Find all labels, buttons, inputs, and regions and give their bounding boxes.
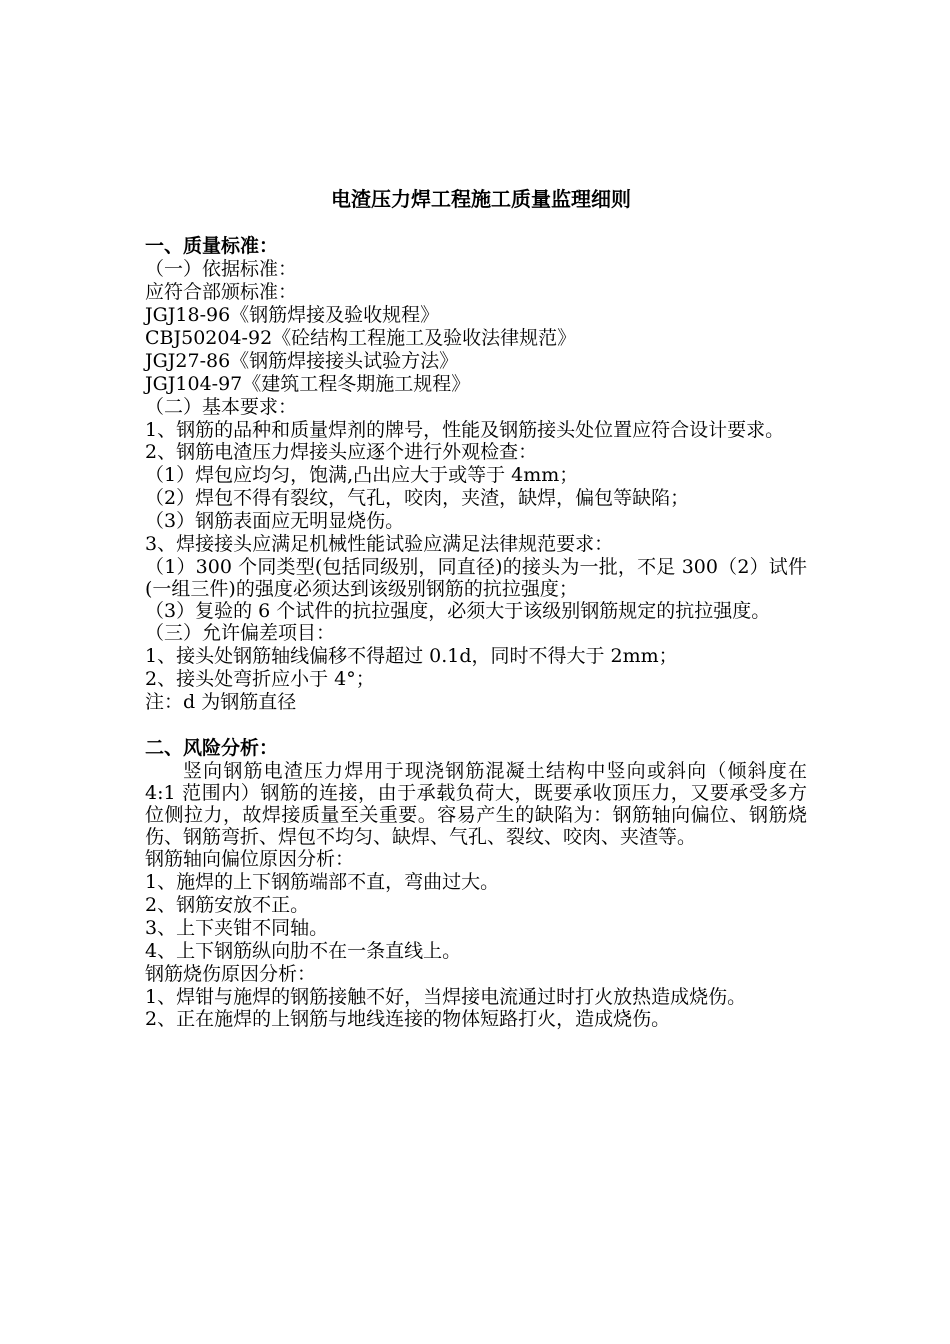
text-line: （三）允许偏差项目： bbox=[145, 622, 336, 644]
text-line: （一）依据标准： bbox=[145, 258, 298, 280]
text-line: 钢筋烧伤原因分析： bbox=[145, 963, 317, 985]
text-line: 1、焊钳与施焊的钢筋接触不好，当焊接电流通过时打火放热造成烧伤。 bbox=[145, 986, 747, 1008]
section-heading-quality-standard: 一、质量标准： bbox=[145, 235, 279, 257]
text-line: （3）复验的 6 个试件的抗拉强度，必须大于该级别钢筋规定的抗拉强度。 bbox=[145, 600, 771, 622]
document-title: 电渣压力焊工程施工质量监理细则 bbox=[331, 187, 631, 211]
section-spacer bbox=[145, 714, 807, 736]
text-line: 1、施焊的上下钢筋端部不直，弯曲过大。 bbox=[145, 871, 500, 893]
text-line: 1、接头处钢筋轴线偏移不得超过 0.1d，同时不得大于 2mm； bbox=[145, 645, 678, 667]
text-line: 2、钢筋安放不正。 bbox=[145, 894, 310, 916]
text-line: 3、上下夹钳不同轴。 bbox=[145, 917, 329, 939]
section-heading-risk-analysis: 二、风险分析： bbox=[145, 737, 279, 759]
text-line: （1）300 个同类型(包括同级别，同直径)的接头为一批，不足 300（2）试件(一组三件)的强度必须达到该级别钢筋的抗拉强度； bbox=[145, 556, 807, 600]
text-line: 注：d 为钢筋直径 bbox=[145, 691, 297, 713]
text-line: （3）钢筋表面应无明显烧伤。 bbox=[145, 510, 405, 532]
text-line: 钢筋轴向偏位原因分析： bbox=[145, 848, 355, 870]
text-line: 4、上下钢筋纵向肋不在一条直线上。 bbox=[145, 940, 462, 962]
text-line: （1）焊包应均匀，饱满,凸出应大于或等于 4mm； bbox=[145, 464, 579, 486]
text-line: （二）基本要求： bbox=[145, 396, 298, 418]
text-line: 1、钢筋的品种和质量焊剂的牌号，性能及钢筋接头处位置应符合设计要求。 bbox=[145, 419, 785, 441]
text-line: JGJ104-97《建筑工程冬期施工规程》 bbox=[145, 373, 471, 395]
text-line: JGJ18-96《钢筋焊接及验收规程》 bbox=[145, 304, 440, 326]
document-page bbox=[145, 184, 807, 1031]
risk-analysis-paragraph: 竖向钢筋电渣压力焊用于现浇钢筋混凝土结构中竖向或斜向（倾斜度在 4:1 范围内）钢筋的连接，由于承载负荷大，既要承收顶压力，又要承受多方位侧拉力，故焊接质量至关重要。容易产生的缺陷为：钢筋轴向偏位、钢筋烧伤、钢筋弯折、焊包不均匀、缺焊、气孔、裂纹、咬肉、夹渣等。 bbox=[145, 760, 807, 848]
text-line: JGJ27-86《钢筋焊接接头试验方法》 bbox=[145, 350, 459, 372]
text-line: 3、焊接接头应满足机械性能试验应满足法律规范要求： bbox=[145, 533, 614, 555]
text-line: CBJ50204-92《砼结构工程施工及验收法律规范》 bbox=[145, 327, 577, 349]
text-line: 2、接头处弯折应小于 4°； bbox=[145, 668, 375, 690]
text-line: 应符合部颁标准： bbox=[145, 281, 298, 303]
text-line: 2、正在施焊的上钢筋与地线连接的物体短路打火，造成烧伤。 bbox=[145, 1008, 671, 1030]
text-line: （2）焊包不得有裂纹，气孔，咬肉，夹渣，缺焊，偏包等缺陷； bbox=[145, 487, 690, 509]
text-line: 2、钢筋电渣压力焊接头应逐个进行外观检查： bbox=[145, 441, 538, 463]
